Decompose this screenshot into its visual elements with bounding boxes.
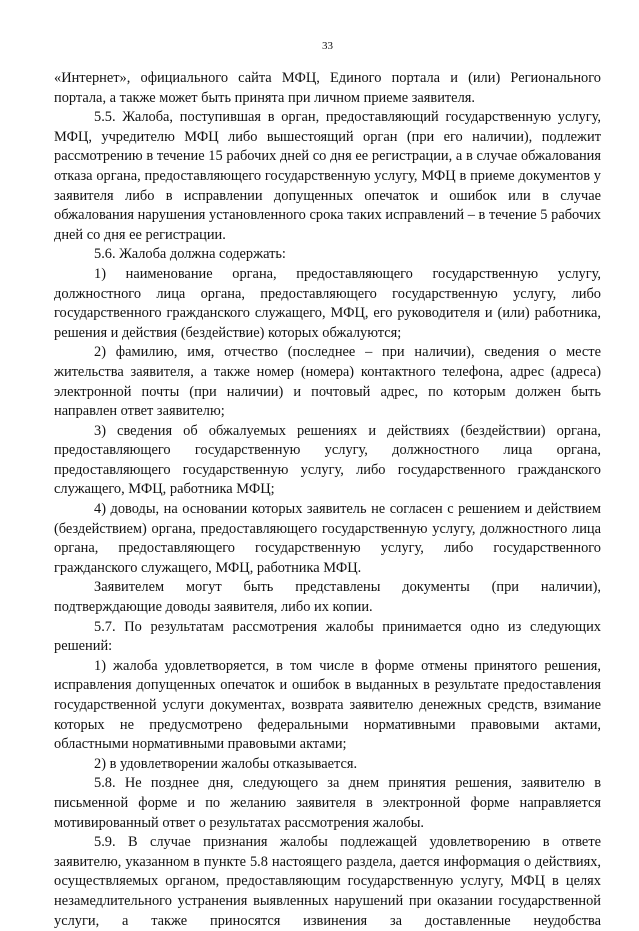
paragraph: 1) наименование органа, предоставляющего государственную услугу, должностного лица органа, предоставляющего государственную услугу, либо государственного гражданского служащего, МФЦ, его руководителя и (или) работника, решения и действия (бездействие) которых обжалуются; [54,265,601,341]
document-body [54,69,601,931]
paragraph: 5.8. Не позднее дня, следующего за днем принятия решения, заявителю в письменной форме и по желанию заявителя в электронной форме направляется мотивированный ответ о результатах рассмотрения жалобы. [54,775,601,831]
paragraph: 5.7. По результатам рассмотрения жалобы принимается одно из следующих решений: [54,618,601,655]
paragraph: 4) доводы, на основании которых заявитель не согласен с решением и действием (бездействием) органа, предоставляющего государственную услугу, должностного лица органа, предоставляющего государственную услугу, либо государственного гражданского служащего, МФЦ, работника МФЦ. [54,501,601,576]
paragraph: 3) сведения об обжалуемых решениях и действиях (бездействии) органа, предоставляющего государственную услугу, должностного лица органа, предоставляющего государственную услугу, либо государственного гражданского служащего, МФЦ, работника МФЦ; [54,422,601,498]
page-number: 33 [322,40,333,52]
paragraph: 5.9. В случае признания жалобы подлежащей удовлетворению в ответе заявителю, указанном в пункте 5.8 настоящего раздела, дается информация о действиях, осуществляемых органом, предоставляющим государственную услугу, МФЦ в целях незамедлительного устранения выявленных нарушений при оказании государственной услуги, а также приносятся извинения за доставленные неудобства [54,834,601,929]
paragraph: Заявителем могут быть представлены документы (при наличии), подтверждающие доводы заявителя, либо их копии. [54,579,601,616]
paragraph: 5.5. Жалоба, поступившая в орган, предоставляющий государственную услугу, МФЦ, учредителю МФЦ либо вышестоящий орган (при его наличии), подлежит рассмотрению в течение 15 рабочих дней со дня ее регистрации, а в случае обжалования отказа органа, предоставляющего государственную услугу, МФЦ в приеме документов у заявителя либо в исправлении допущенных опечаток и ошибок или в случае обжалования нарушения установленного срока таких исправлений – в течение 5 рабочих дней со дня ее регистрации. [54,109,601,243]
paragraph: 5.6. Жалоба должна содержать: [94,246,286,263]
paragraph: 2) фамилию, имя, отчество (последнее – при наличии), сведения о месте жительства заявителя, а также номер (номера) контактного телефона, адрес (адреса) электронной почты (при наличии) и почтовый адрес, по которым должен быть направлен ответ заявителю; [54,344,601,420]
paragraph: «Интернет», официального сайта МФЦ, Единого портала и (или) Регионального портала, а также может быть принята при личном приеме заявителя. [54,70,601,106]
paragraph: 2) в удовлетворении жалобы отказывается. [94,755,358,772]
paragraph: 1) жалоба удовлетворяется, в том числе в форме отмены принятого решения, исправления допущенных опечаток и ошибок в выданных в результате предоставления государственной услуги документах, возврата заявителю денежных средств, взимание которых не предусмотрено федеральными нормативными правовыми актами, областными нормативными правовыми актами; [54,657,601,753]
